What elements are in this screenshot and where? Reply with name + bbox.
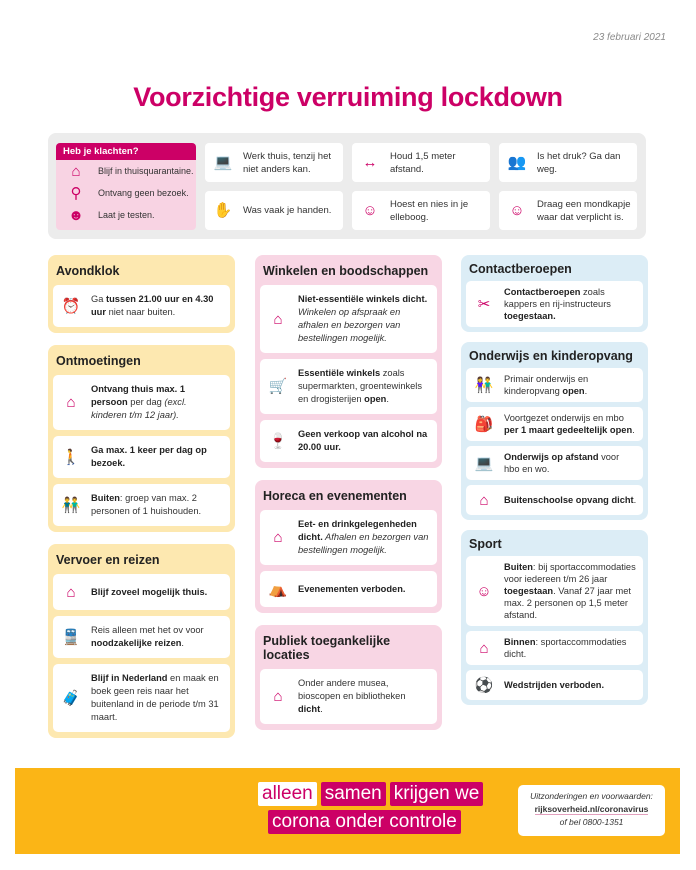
text-segment: . — [320, 704, 323, 714]
text-segment: Essentiële winkels — [298, 368, 381, 378]
rule-item — [466, 670, 643, 700]
section-ontmoetingen — [48, 345, 235, 532]
complaint-item — [56, 160, 196, 182]
rule-card — [352, 143, 490, 182]
section-onderwijs-en-kinderopvang — [461, 342, 648, 520]
rule-text — [91, 672, 224, 724]
crowd-icon: 👥 — [507, 154, 527, 171]
house-lock-icon: ⌂ — [273, 529, 283, 546]
text-segment: en maak en boek geen reis naar het buitenland in de periode t/m 31 maart. — [91, 673, 219, 722]
complaints-header: Heb je klachten? — [56, 143, 196, 160]
children-playing-icon: 👫 — [474, 376, 494, 394]
slogan-line-2: corona onder controle — [268, 810, 461, 834]
rule-item — [260, 571, 437, 607]
slogan-word: samen — [321, 782, 386, 806]
text-segment: . — [633, 495, 637, 505]
two-people-icon: 👬 — [61, 496, 81, 514]
athlete-icon: ☺ — [476, 582, 492, 600]
no-alcohol-icon: 🍷 — [268, 432, 288, 450]
text-segment: . Vanaf 27 jaar met max. 2 personen op 1,5 meter afstand. — [504, 586, 631, 620]
text-segment: . — [386, 394, 389, 404]
cough-elbow-icon: ☺ — [362, 202, 378, 219]
rule-text — [298, 428, 431, 454]
laptop-icon: 💻 — [213, 154, 233, 171]
stay-home-icon: ⌂ — [66, 583, 76, 601]
section-sport — [461, 530, 648, 705]
complaint-item — [56, 204, 196, 226]
text-segment: Binnen — [504, 637, 536, 647]
text-segment: Blijf zoveel mogelijk thuis. — [91, 586, 208, 597]
text-segment: per dag — [127, 397, 165, 407]
rule-card — [499, 191, 637, 230]
text-segment: : bij sportaccommodaties voor iedereen t/m 26 jaar — [504, 562, 636, 584]
section-horeca-en-evenementen — [255, 480, 442, 613]
complaints-card — [56, 143, 196, 230]
rule-text: Is het druk? Ga dan weg. — [537, 150, 621, 175]
rule-item — [466, 556, 643, 626]
rule-item — [260, 285, 437, 353]
wash-hands-icon: ✋ — [213, 202, 233, 219]
complaint-text: Ontvang geen bezoek. — [98, 188, 189, 198]
house-lock-icon: ⌂ — [479, 491, 489, 509]
distance-icon: ↔ — [362, 154, 378, 171]
rule-text — [298, 367, 431, 406]
column — [255, 255, 442, 730]
rule-text — [91, 586, 207, 599]
rule-text — [298, 677, 431, 716]
house-lock-icon: ⌂ — [479, 639, 489, 657]
text-segment: Blijf in Nederland — [91, 673, 168, 683]
complaint-text: Blijf in thuisquarantaine. — [98, 166, 194, 176]
text-segment: Onderwijs op afstand — [504, 452, 599, 462]
section-title: Winkelen en boodschappen — [263, 264, 429, 278]
alarm-clock-icon: ⏰ — [61, 297, 81, 315]
text-segment: Reis alleen met het ov voor — [91, 625, 204, 635]
rule-item — [53, 664, 230, 732]
text-segment: zoals kappers en rij-instructeurs — [504, 287, 611, 309]
rule-text — [504, 373, 637, 397]
rule-item — [53, 436, 230, 478]
text-segment: . — [584, 386, 588, 396]
text-segment: Evenementen verboden. — [298, 583, 406, 594]
backpack-icon: 🎒 — [474, 415, 494, 433]
rule-item — [466, 631, 643, 665]
text-segment: Buiten — [91, 493, 120, 503]
rule-card — [205, 191, 343, 230]
rule-item — [53, 616, 230, 658]
rule-item — [260, 420, 437, 462]
text-segment: toegestaan. — [504, 311, 556, 321]
rule-text: Was vaak je handen. — [243, 205, 332, 216]
laptop-icon: 💻 — [474, 454, 494, 472]
rule-text — [91, 624, 224, 650]
no-events-icon: ⛺ — [268, 580, 288, 598]
section-title: Avondklok — [56, 264, 120, 278]
text-segment: Geen verkoop van alcohol na 20.00 uur. — [298, 429, 428, 452]
rule-text: Houd 1,5 meter afstand. — [390, 150, 456, 175]
text-segment: Buiten — [504, 562, 533, 572]
text-segment: Ga max. 1 keer per dag op bezoek. — [91, 445, 207, 468]
rule-item — [466, 446, 643, 480]
text-segment: noodzakelijke reizen — [91, 638, 182, 648]
walking-icon: 🚶 — [61, 448, 81, 466]
rule-card — [352, 191, 490, 230]
text-segment: Wedstrijden verboden. — [504, 680, 605, 690]
section-publiek-toegankelijke-locaties — [255, 625, 442, 730]
text-segment: Buitenschoolse opvang dicht — [504, 495, 634, 505]
rule-card — [499, 143, 637, 182]
rule-text — [504, 636, 637, 660]
rule-text — [504, 494, 636, 506]
rule-text — [298, 293, 431, 345]
rule-text — [504, 412, 637, 436]
text-segment: toegestaan — [504, 586, 554, 596]
rule-item — [466, 407, 643, 441]
no-competition-icon: ⚽ — [474, 676, 494, 694]
slogan-word: krijgen we — [390, 782, 484, 806]
test-icon: ☻ — [68, 206, 84, 224]
no-suitcase-icon: 🧳 — [61, 689, 81, 707]
house-lock-icon: ⌂ — [273, 688, 283, 705]
rule-item — [466, 281, 643, 327]
rule-text — [91, 383, 224, 422]
rule-item — [260, 669, 437, 724]
rule-text — [504, 561, 637, 621]
section-title: Ontmoetingen — [56, 354, 141, 368]
text-segment: Primair onderwijs en kinderopvang — [504, 374, 589, 396]
rule-text — [298, 583, 405, 596]
no-visitors-icon: ⚲ — [70, 184, 82, 202]
rule-item — [260, 510, 437, 565]
house-quarantine-icon: ⌂ — [71, 162, 81, 180]
rule-item — [466, 368, 643, 402]
text-segment: per 1 maart gedeeltelijk open — [504, 425, 633, 435]
text-segment: niet naar buiten. — [105, 307, 176, 317]
rule-item — [260, 359, 437, 414]
date: 23 februari 2021 — [593, 32, 666, 43]
section-title: Sport — [469, 537, 502, 551]
info-box — [518, 785, 665, 836]
text-segment: open — [562, 386, 585, 396]
section-title: Contactberoepen — [469, 262, 572, 276]
text-segment: . — [181, 638, 185, 648]
text-segment: voor hbo en wo. — [504, 452, 620, 474]
shopping-cart-icon: 🛒 — [268, 378, 288, 395]
rule-item — [466, 485, 643, 515]
rule-item — [53, 375, 230, 430]
train-icon: 🚆 — [61, 628, 81, 646]
rule-text — [504, 451, 637, 475]
info-link[interactable]: rijksoverheid.nl/coronavirus — [534, 804, 649, 814]
page-title: Voorzichtige verruiming lockdown — [133, 82, 563, 112]
section-title: Publiek toegankelijke locaties — [263, 634, 391, 662]
section-avondklok — [48, 255, 235, 333]
info-phone: of bel 0800-1351 — [559, 817, 624, 827]
section-vervoer-en-reizen — [48, 544, 235, 738]
text-segment: . — [632, 425, 635, 435]
complaints-list — [56, 160, 196, 226]
section-title: Vervoer en reizen — [56, 553, 160, 567]
complaint-text: Laat je testen. — [98, 210, 155, 220]
text-segment: Ga — [91, 294, 106, 304]
rule-text — [504, 286, 637, 322]
rule-text: Hoest en nies in je elleboog. — [390, 198, 469, 223]
text-segment: (excl. kinderen t/m 12 jaar). — [91, 397, 187, 420]
section-contactberoepen — [461, 255, 648, 332]
text-segment: tussen 21.00 uur en 4.30 uur — [91, 294, 214, 317]
section-winkelen-en-boodschappen — [255, 255, 442, 468]
column — [461, 255, 648, 705]
rule-text — [91, 444, 224, 470]
rule-text: Werk thuis, tenzij het niet anders kan. — [243, 150, 332, 175]
rule-text — [504, 679, 604, 691]
footer-banner — [15, 768, 680, 854]
text-segment: : groep van max. 2 personen of 1 huishouden. — [91, 493, 202, 516]
house-lock-icon: ⌂ — [273, 310, 283, 328]
text-segment: Onder andere musea, bioscopen en bibliotheken — [298, 678, 406, 701]
house-one-icon: ⌂ — [66, 394, 76, 411]
text-segment: Voortgezet onderwijs en mbo — [504, 413, 624, 423]
text-segment: Niet-essentiële winkels dicht. — [298, 294, 428, 304]
slogan — [258, 782, 483, 838]
hairdresser-icon: ✂ — [477, 295, 491, 313]
complaint-item — [56, 182, 196, 204]
text-segment: Winkelen op afspraak en afhalen en bezorgen van bestellingen mogelijk. — [298, 307, 401, 343]
column — [48, 255, 235, 738]
slogan-word: alleen — [258, 782, 317, 806]
text-segment: : sportaccommodaties dicht. — [504, 637, 627, 659]
rule-item — [53, 574, 230, 610]
rule-text — [91, 293, 224, 319]
rule-card — [205, 143, 343, 182]
rule-text: Draag een mondkapje waar dat verplicht is. — [537, 198, 631, 223]
basic-rules-panel — [48, 133, 646, 239]
text-segment: Eet- en drinkgelegenheden dicht. — [298, 519, 417, 542]
text-segment: Contactberoepen — [504, 287, 581, 297]
rule-item — [53, 484, 230, 526]
rule-text — [298, 518, 431, 557]
rule-text — [91, 492, 224, 518]
section-title: Horeca en evenementen — [263, 489, 407, 503]
section-title: Onderwijs en kinderopvang — [469, 349, 633, 363]
face-mask-icon: ☺ — [509, 202, 525, 219]
rule-item — [53, 285, 230, 327]
text-segment: zoals supermarkten, groentewinkels en drogisterijen — [298, 368, 423, 404]
text-segment: open — [364, 394, 387, 404]
info-label: Uitzonderingen en voorwaarden: — [530, 791, 653, 801]
text-segment: Ontvang thuis max. 1 persoon — [91, 384, 186, 407]
text-segment: dicht — [298, 704, 321, 714]
text-segment: Afhalen en bezorgen van bestellingen mogelijk. — [298, 532, 429, 555]
